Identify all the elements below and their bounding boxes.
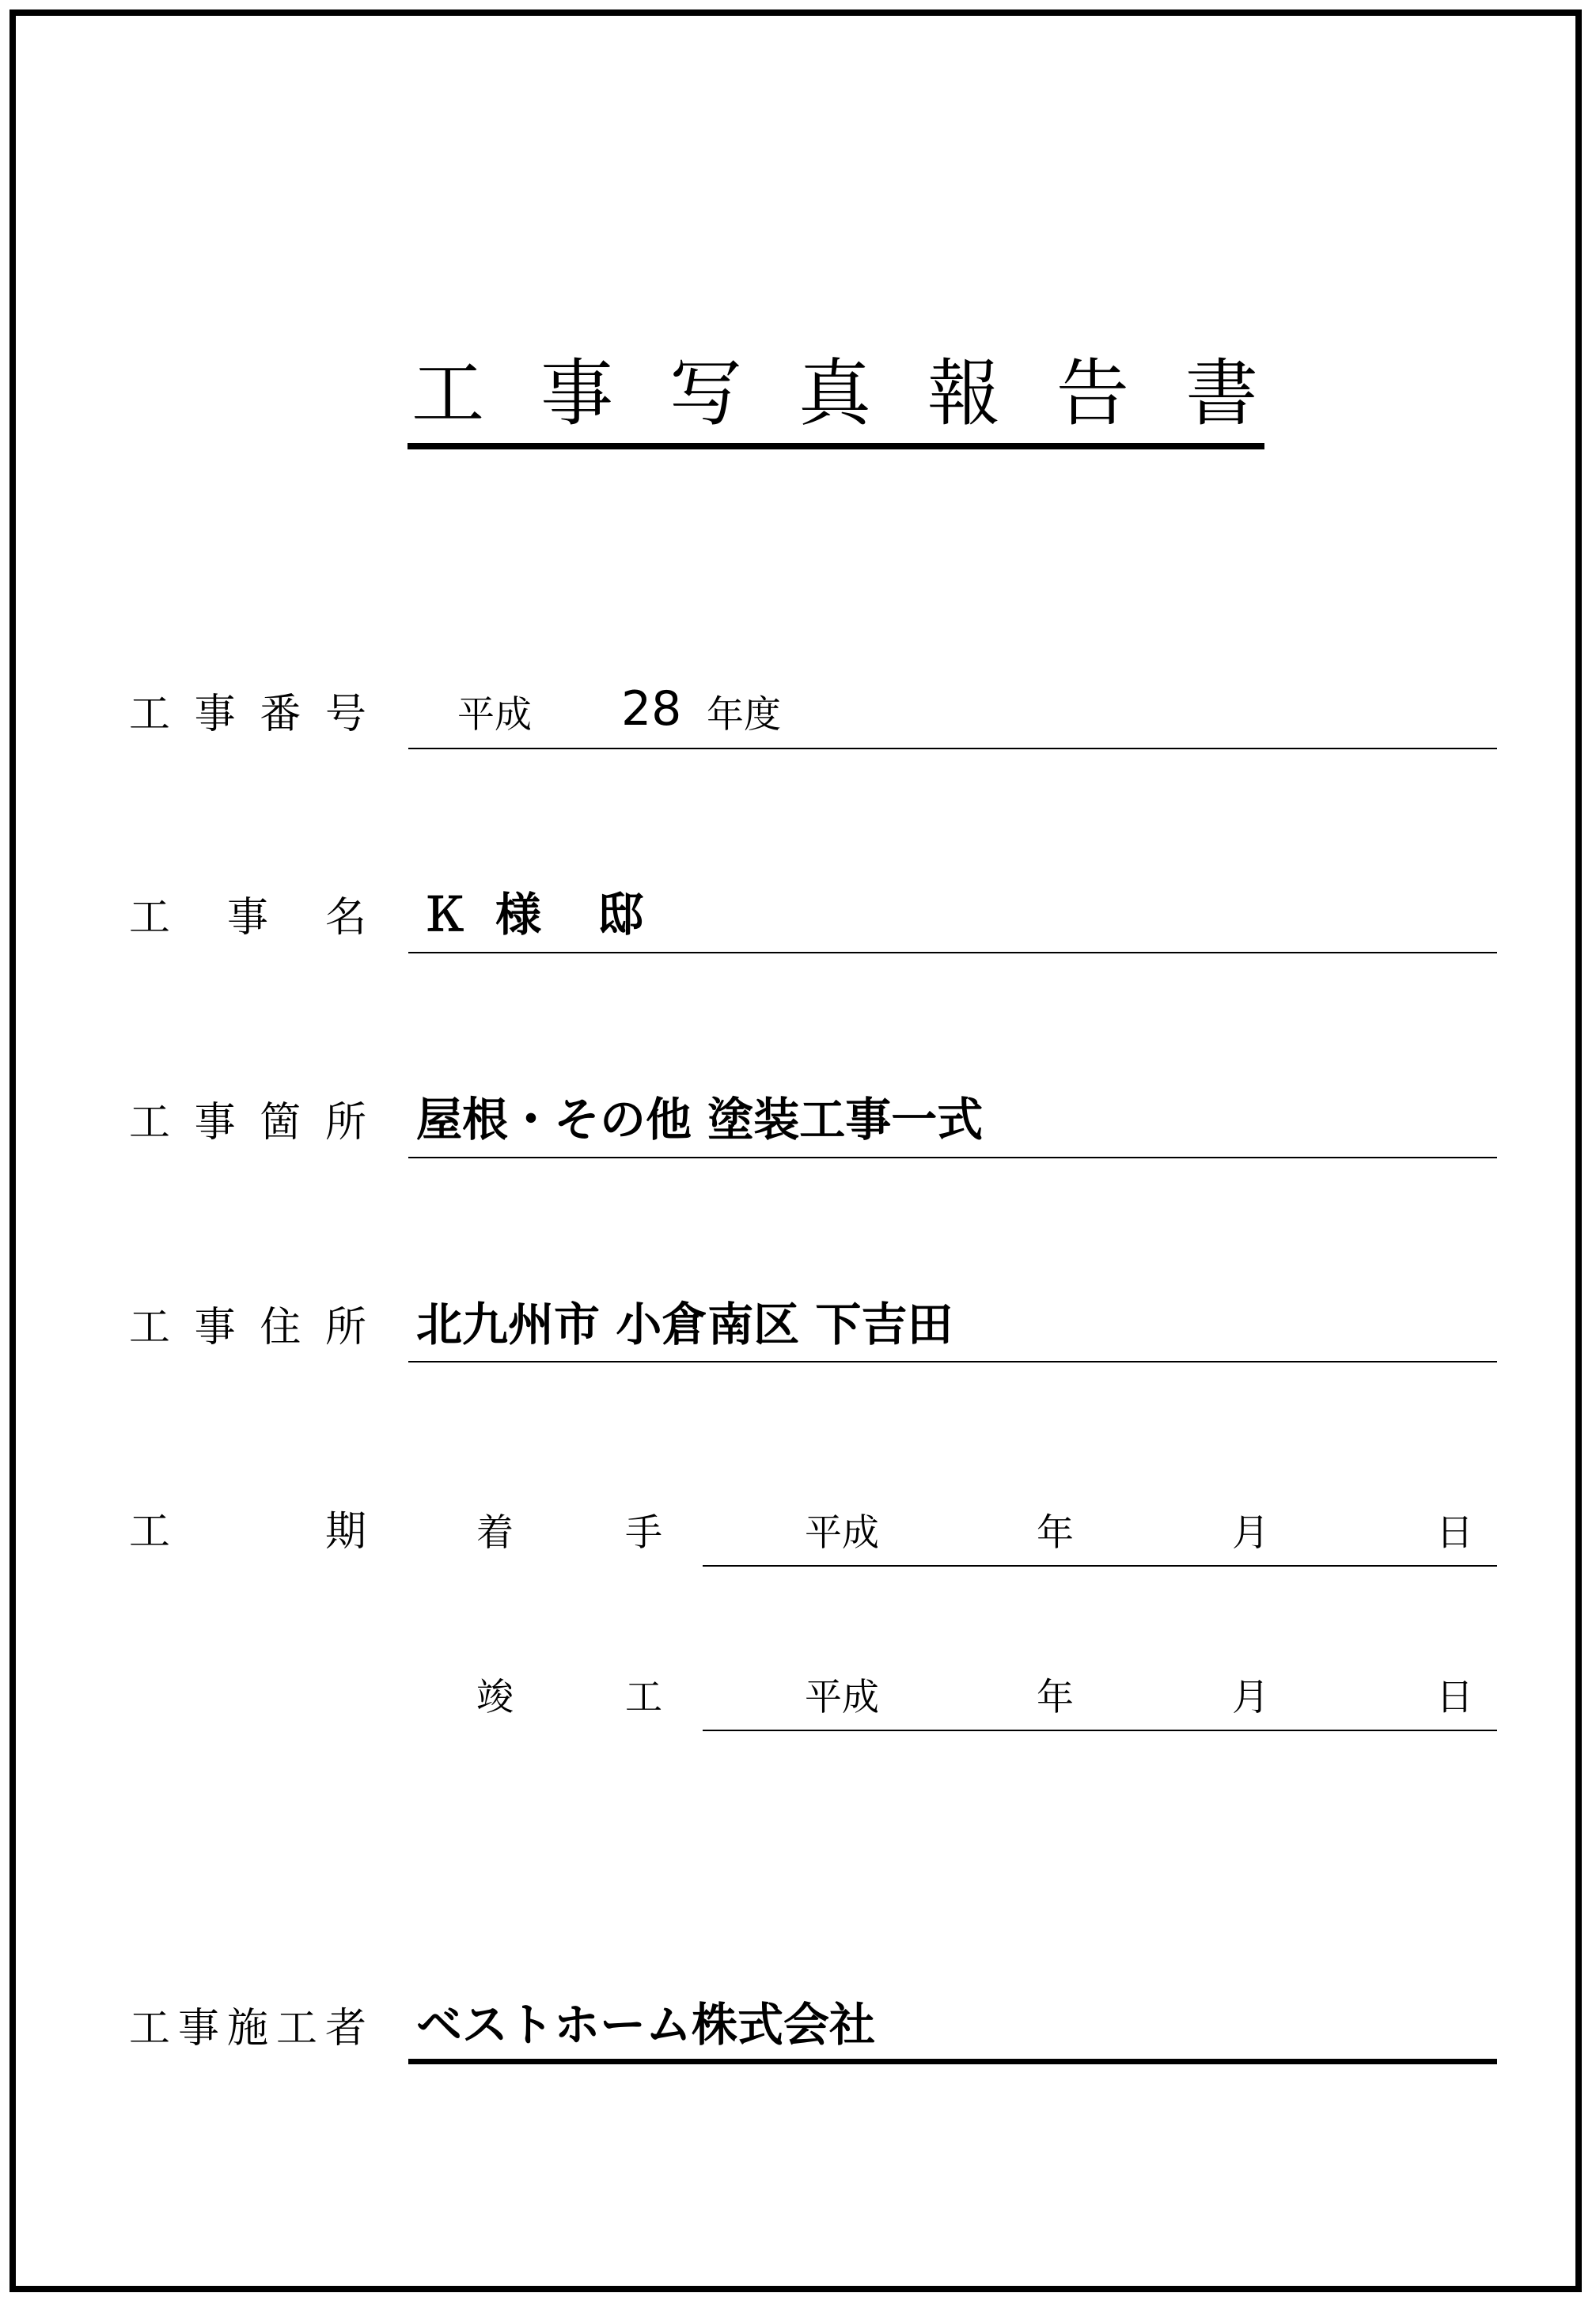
address-label-char: 事	[194, 1304, 236, 1351]
period-label-left: 工	[129, 1508, 171, 1556]
location-label-char: 事	[194, 1099, 236, 1146]
title-char: 工	[411, 351, 485, 436]
address-label-char: 所	[324, 1304, 366, 1351]
number-year: 28	[621, 681, 682, 737]
contractor-label-char: 者	[324, 2005, 366, 2052]
number-label	[129, 691, 366, 738]
start-day: 日	[1436, 1511, 1473, 1555]
name-label-char: 事	[226, 894, 268, 942]
contractor-label-char: 施	[226, 2005, 268, 2052]
name-label-char: 名	[324, 894, 366, 942]
number-label-char: 工	[129, 691, 171, 738]
location-label-char: 工	[129, 1099, 171, 1146]
name-label	[129, 894, 366, 942]
contractor-underline	[408, 2059, 1497, 2064]
location-value: 屋根・その他 塗装工事一式	[416, 1093, 984, 1146]
end-day: 日	[1436, 1676, 1473, 1719]
address-underline	[408, 1361, 1497, 1362]
contractor-value: ベストホーム株式会社	[416, 1998, 876, 2052]
number-era: 平成	[457, 693, 532, 737]
number-label-char: 番	[260, 691, 301, 738]
start-underline	[703, 1565, 1497, 1567]
name-value-k: Ｋ	[422, 888, 468, 942]
number-suffix: 年度	[707, 693, 781, 737]
location-label	[129, 1099, 366, 1146]
title-char: 告	[1056, 351, 1129, 436]
name-label-char: 工	[129, 894, 171, 942]
number-label-char: 事	[194, 691, 236, 738]
address-label-char: 住	[260, 1304, 301, 1351]
number-label-char: 号	[324, 691, 366, 738]
start-label-right: 手	[625, 1511, 662, 1555]
start-year: 年	[1037, 1511, 1074, 1555]
period-label-right: 期	[325, 1508, 367, 1556]
location-label-char: 箇	[260, 1099, 301, 1146]
address-label-char: 工	[129, 1304, 171, 1351]
title-char: 事	[540, 351, 613, 436]
end-underline	[703, 1730, 1497, 1731]
name-value-sama: 様	[495, 888, 542, 942]
location-label-char: 所	[324, 1099, 366, 1146]
end-year: 年	[1037, 1676, 1074, 1719]
end-label-left: 竣	[476, 1676, 514, 1719]
number-underline	[408, 748, 1497, 749]
contractor-label-char: 事	[177, 2005, 219, 2052]
title-char: 報	[927, 351, 1000, 436]
name-underline	[408, 952, 1497, 953]
title-char: 真	[798, 351, 871, 436]
contractor-label-char: 工	[275, 2005, 317, 2052]
location-underline	[408, 1157, 1497, 1158]
name-value-tei: 邸	[597, 888, 644, 942]
contractor-label	[129, 2005, 366, 2052]
end-label-right: 工	[625, 1676, 662, 1719]
end-era: 平成	[805, 1676, 879, 1719]
address-value: 北九州市 小倉南区 下吉田	[416, 1298, 953, 1351]
page-border	[9, 9, 1582, 2292]
start-label-left: 着	[476, 1511, 514, 1555]
title-char: 写	[669, 351, 742, 436]
contractor-label-char: 工	[129, 2005, 171, 2052]
address-label	[129, 1304, 366, 1351]
start-month: 月	[1232, 1511, 1269, 1555]
end-month: 月	[1232, 1676, 1269, 1719]
document-title	[411, 351, 1258, 436]
start-era: 平成	[805, 1511, 879, 1555]
title-underline	[408, 443, 1264, 449]
title-char: 書	[1185, 351, 1258, 436]
